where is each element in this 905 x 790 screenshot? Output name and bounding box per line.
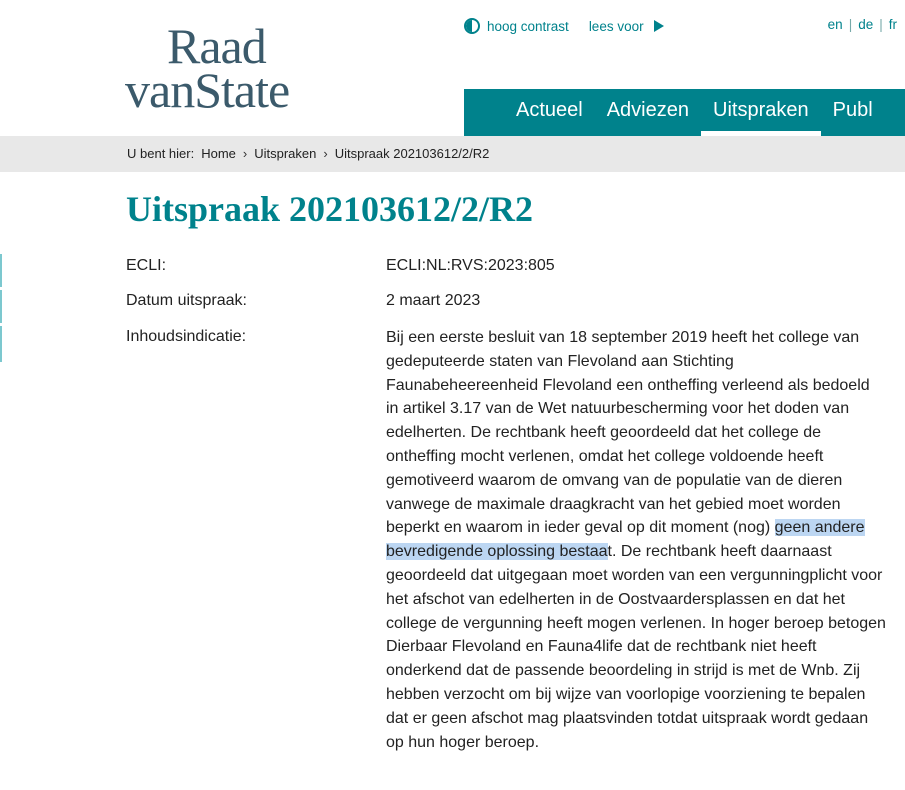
logo-line-2: vanState xyxy=(125,62,290,118)
site-logo[interactable] xyxy=(125,18,290,118)
chevron-right-icon: › xyxy=(323,146,328,161)
language-fr[interactable]: fr xyxy=(888,17,897,32)
nav-item-publicaties[interactable]: Publ xyxy=(832,99,873,121)
ecli-label: ECLI: xyxy=(126,257,167,274)
breadcrumb-bar xyxy=(0,136,905,172)
high-contrast-toggle[interactable] xyxy=(464,18,569,34)
high-contrast-label: hoog contrast xyxy=(487,18,569,34)
chevron-right-icon: › xyxy=(242,146,248,161)
date-value: 2 maart 2023 xyxy=(386,292,481,309)
language-switcher xyxy=(828,17,897,32)
read-aloud-button[interactable] xyxy=(589,19,664,34)
side-marker xyxy=(0,254,2,287)
breadcrumb-label: U bent hier: xyxy=(127,146,195,161)
read-aloud-label: lees voor xyxy=(588,18,644,34)
contrast-icon xyxy=(464,18,480,34)
nav-item-uitspraken[interactable]: Uitspraken xyxy=(701,89,821,136)
summary-text-before: Bij een eerste besluit van 18 september 2019 heeft het college van gedeputeerde staten van Flevoland aan Stichting Faunabeheereenheid Flevoland een ontheffing verleend als bedoeld in artikel 3.17 van de Wet natuurbescherming voor het doden van edelherten. De rechtbank heeft geoordeeld dat het college de ontheffing mocht verlenen, omdat het college voldoende heeft gemotiveerd waarom de omvang van de populatie van de dieren vanwege de maximale draagkracht van het gebied moet worden beperkt en waarom in ieder geval op dit moment (nog) xyxy=(386,329,870,537)
date-label: Datum uitspraak: xyxy=(126,292,247,309)
language-divider: | xyxy=(879,17,883,32)
breadcrumb-home[interactable]: Home xyxy=(201,146,236,161)
ecli-value: ECLI:NL:RVS:2023:805 xyxy=(386,257,555,274)
play-icon xyxy=(654,20,664,32)
nav-item-actueel[interactable]: Actueel xyxy=(516,99,583,121)
selected-text: geen andere bevredigende oplossing bestaa xyxy=(386,519,865,561)
utility-bar xyxy=(464,16,664,36)
side-marker xyxy=(0,290,2,323)
breadcrumb-current: Uitspraak 202103612/2/R2 xyxy=(334,146,490,161)
language-en[interactable]: en xyxy=(827,17,843,32)
side-marker xyxy=(0,326,2,362)
nav-item-adviezen[interactable]: Adviezen xyxy=(606,99,689,121)
page-title: Uitspraak 202103612/2/R2 xyxy=(126,189,534,229)
summary-text-after: t. De rechtbank heeft daarnaast geoordeeld dat uitgegaan moet worden van een vergunningplicht voor het afschot van edelherten in de Oostvaardersplassen en dat het college de vergunning heeft mogen verlenen. In hoger beroep betogen Dierbaar Flevoland en Fauna4life dat de rechtbank niet heeft onderkend dat de passende beoordeling in strijd is met de Wnb. Zij hebben verzocht om bij wijze van voorlopige voorziening te bepalen dat er geen afschot mag plaatsvinden totdat uitspraak wordt gedaan op hun hoger beroep. xyxy=(386,543,886,751)
logo-line-1: Raad xyxy=(167,18,266,74)
language-divider: | xyxy=(848,17,853,32)
main-navigation xyxy=(464,89,905,136)
breadcrumb-uitspraken[interactable]: Uitspraken xyxy=(254,146,317,161)
summary-text xyxy=(386,326,886,754)
summary-label: Inhoudsindicatie: xyxy=(126,328,247,345)
language-de[interactable]: de xyxy=(858,17,874,32)
breadcrumb xyxy=(127,146,489,161)
